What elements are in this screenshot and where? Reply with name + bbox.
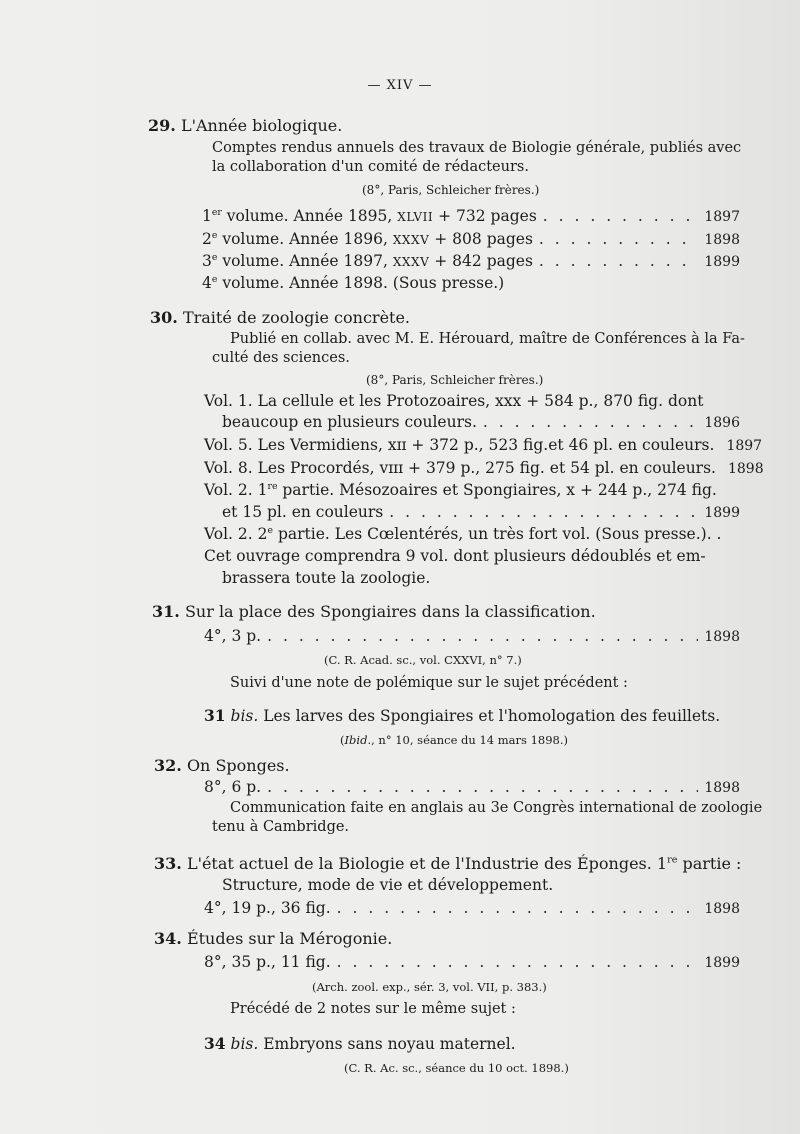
entry-30-vol2-part1-line2: et 15 pl. en couleurs . . . 1899 bbox=[222, 503, 740, 521]
entry-33-number: 33. bbox=[154, 854, 182, 873]
entry-32-desc-line1: Communication faite en anglais au 3e Congrès international de zoologie bbox=[230, 800, 763, 816]
entry-31-heading bbox=[152, 602, 596, 621]
entry-32-year: 1898 bbox=[704, 780, 740, 796]
entry-29-title: L'Année biologique. bbox=[180, 116, 343, 135]
entry-34-bis-number: 34 bbox=[204, 1034, 226, 1053]
page-number: — XIV — bbox=[367, 78, 433, 93]
entry-34-reference: (Arch. zool. exp., sér. 3, vol. VII, p. 383.) bbox=[312, 980, 547, 994]
entry-29-desc-line2: la collaboration d'un comité de rédacteurs. bbox=[212, 159, 529, 175]
entry-30-vol8-year: 1898 bbox=[727, 461, 764, 477]
entry-34-number: 34. bbox=[154, 929, 182, 948]
entry-32-number: 32. bbox=[154, 756, 182, 775]
entry-30-vol2-year: 1899 bbox=[704, 505, 740, 521]
entry-31-number: 31. bbox=[152, 602, 180, 621]
entry-29-volume-1: 1er volume. Année 1895, XLVII + 732 pages . . . 1897 bbox=[202, 207, 740, 225]
entry-33-title: L'état actuel de la Biologie et de l'Industrie des Éponges. 1re partie : bbox=[186, 854, 742, 873]
entry-32-desc-line2: tenu à Cambridge. bbox=[212, 819, 350, 835]
entry-30-desc-line2: culté des sciences. bbox=[212, 350, 350, 366]
entry-34-bis bbox=[204, 1034, 516, 1053]
entry-30-note-line2: brassera toute la zoologie. bbox=[222, 569, 431, 587]
entry-29-volume-2: 2e volume. Année 1896, XXXV + 808 pages . . . 1898 bbox=[202, 230, 740, 248]
entry-31-bis-reference: (Ibid., n° 10, séance du 14 mars 1898.) bbox=[340, 733, 568, 747]
entry-29-heading bbox=[148, 116, 342, 135]
entry-34-title: Études sur la Mérogonie. bbox=[186, 929, 393, 948]
entry-29-desc-line1: Comptes rendus annuels des travaux de Biologie générale, publiés avec bbox=[212, 140, 742, 156]
entry-34-bis-title: Embryons sans noyau maternel. bbox=[263, 1035, 516, 1053]
entry-32-format: 8°, 6 p. . . . 1898 bbox=[204, 778, 740, 796]
entry-30-title: Traité de zoologie concrète. bbox=[182, 308, 411, 327]
entry-31-bis bbox=[204, 706, 720, 725]
entry-29-publisher: (8°, Paris, Schleicher frères.) bbox=[362, 183, 540, 197]
entry-29-volume-3: 3e volume. Année 1897, XXXV + 842 pages . . . 1899 bbox=[202, 252, 740, 270]
entry-31-title: Sur la place des Spongiaires dans la classification. bbox=[184, 602, 596, 621]
entry-29-volume-3-year: 1899 bbox=[704, 254, 740, 271]
entry-34-format: 8°, 35 p., 11 fig. . . . 1899 bbox=[204, 953, 740, 971]
entry-30-desc-line1: Publié en collab. avec M. E. Hérouard, maître de Conférences à la Fa- bbox=[230, 331, 745, 347]
entry-33-year: 1898 bbox=[704, 901, 740, 917]
entry-34-preceded-note: Précédé de 2 notes sur le même sujet : bbox=[230, 1001, 516, 1017]
entry-30-vol1-line2: beaucoup en plusieurs couleurs. . . . 1896 bbox=[222, 413, 740, 431]
entry-33-subtitle: Structure, mode de vie et développement. bbox=[222, 876, 554, 894]
entry-30-vol2-part1-line1: Vol. 2. 1re partie. Mésozoaires et Spongiaires, x + 244 p., 274 fig. bbox=[204, 481, 717, 500]
entry-29-number: 29. bbox=[148, 116, 176, 135]
entry-29-volume-4: 4e volume. Année 1898. (Sous presse.) bbox=[202, 274, 505, 293]
entry-31-bis-number: 31 bbox=[204, 706, 226, 725]
entry-30-heading bbox=[150, 308, 410, 327]
entry-30-vol5: Vol. 5. Les Vermidiens, xɪɪ + 372 p., 523 fig.et 46 pl. en couleurs. 1897 bbox=[204, 436, 763, 454]
entry-31-bis-title: Les larves des Spongiaires et l'homologation des feuillets. bbox=[263, 707, 721, 725]
entry-33-heading bbox=[154, 854, 741, 873]
entry-30-vol1-line1: Vol. 1. La cellule et les Protozoaires, xxx + 584 p., 870 fig. dont bbox=[204, 392, 704, 410]
entry-34-bis-label: bis. bbox=[230, 1035, 259, 1053]
entry-29-volume-2-year: 1898 bbox=[704, 232, 740, 249]
entry-31-year: 1898 bbox=[704, 629, 740, 645]
entry-29-volume-1-year: 1897 bbox=[704, 209, 740, 226]
entry-30-publisher: (8°, Paris, Schleicher frères.) bbox=[366, 373, 544, 387]
entry-30-vol1-year: 1896 bbox=[704, 415, 740, 431]
entry-33-format: 4°, 19 p., 36 fig. . . . 1898 bbox=[204, 899, 740, 917]
entry-31-follow-note: Suivi d'une note de polémique sur le sujet précédent : bbox=[230, 675, 628, 691]
entry-32-title: On Sponges. bbox=[186, 756, 290, 775]
entry-32-heading bbox=[154, 756, 290, 775]
entry-30-vol2-part2: Vol. 2. 2e partie. Les Cœlentérés, un très fort vol. (Sous presse.). . bbox=[204, 525, 722, 544]
entry-34-year: 1899 bbox=[704, 955, 740, 971]
entry-31-reference: (C. R. Acad. sc., vol. CXXVI, n° 7.) bbox=[324, 653, 522, 667]
entry-30-note-line1: Cet ouvrage comprendra 9 vol. dont plusieurs dédoublés et em- bbox=[204, 547, 706, 565]
entry-34-heading bbox=[154, 929, 392, 948]
entry-34-bis-reference: (C. R. Ac. sc., séance du 10 oct. 1898.) bbox=[344, 1061, 569, 1075]
entry-30-vol5-year: 1897 bbox=[726, 438, 763, 454]
entry-30-vol8: Vol. 8. Les Procordés, vɪɪɪ + 379 p., 275 fig. et 54 pl. en couleurs. 1898 bbox=[204, 459, 764, 477]
entry-31-bis-label: bis. bbox=[230, 707, 259, 725]
entry-30-number: 30. bbox=[150, 308, 178, 327]
entry-31-format: 4°, 3 p. . . . 1898 bbox=[204, 627, 740, 645]
